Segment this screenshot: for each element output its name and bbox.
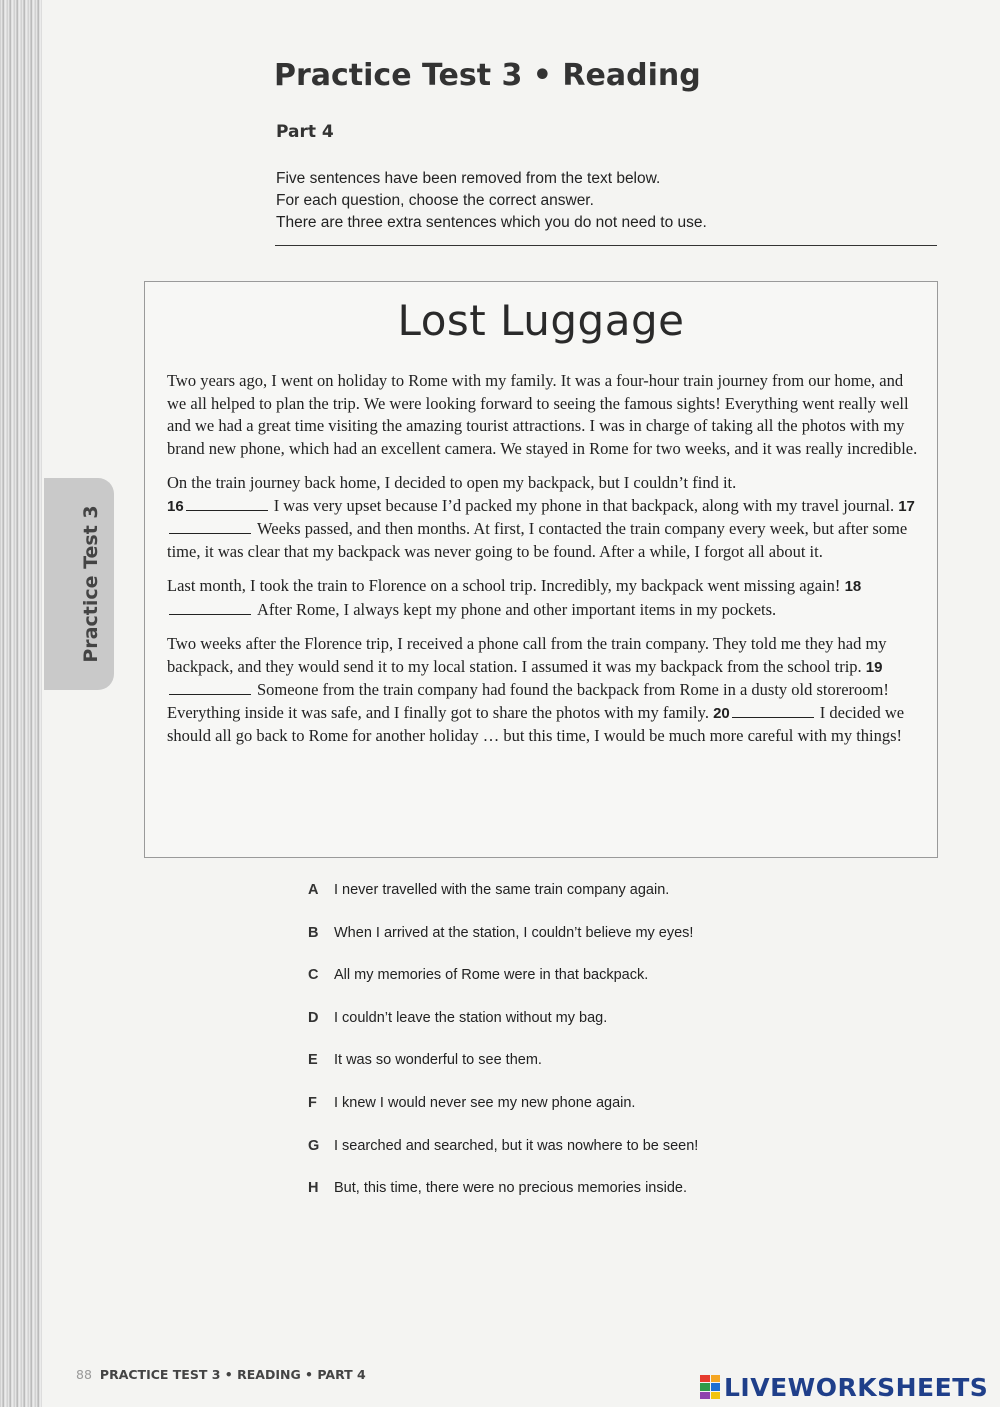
brand-name: LIVEWORKSHEETS <box>724 1372 989 1402</box>
article-title: Lost Luggage <box>397 296 685 345</box>
gap-blank-19[interactable] <box>169 681 251 695</box>
paragraph-1 <box>167 370 919 460</box>
gap-blank-16[interactable] <box>186 497 268 511</box>
logo-tile <box>700 1383 710 1390</box>
option-letter: E <box>308 1052 318 1069</box>
page-title: Practice Test 3 • Reading <box>274 58 701 93</box>
paragraph-text: On the train journey back home, I decided to open my backpack, but I couldn’t find it. <box>167 473 737 492</box>
option-b[interactable] <box>308 925 908 968</box>
option-letter: G <box>308 1137 320 1154</box>
paragraph-2 <box>167 472 919 563</box>
gap-number-16: 16 <box>167 497 184 515</box>
option-text: I searched and searched, but it was nowhere to be seen! <box>334 1137 699 1154</box>
liveworksheets-brand[interactable] <box>700 1370 988 1404</box>
gap-number-18: 18 <box>844 578 862 595</box>
page-number: 88 <box>76 1367 92 1382</box>
paragraph-text: Weeks passed, and then months. At first, I contacted the train company every week, but after some time, it was clear that my backpack was never going to be found. After a while, I forgot all about it. <box>167 519 908 561</box>
option-text: All my memories of Rome were in that backpack. <box>334 967 649 984</box>
paragraph-text: I decided we should all go back to Rome for another holiday … but this time, I would be much more careful with my things! <box>167 702 905 745</box>
option-text: I couldn’t leave the station without my bag. <box>334 1009 608 1026</box>
paragraph-text: After Rome, I always kept my phone and other important items in my pockets. <box>257 599 777 619</box>
paragraph-text: I was very upset because I’d packed my phone in that backpack, along with my travel journal. <box>273 495 895 515</box>
gap-number-19: 19 <box>865 658 883 676</box>
answer-options <box>308 882 908 1223</box>
logo-tile <box>700 1375 710 1382</box>
instruction-line: For each question, choose the correct answer. <box>276 192 594 209</box>
logo-tile <box>700 1392 710 1399</box>
option-letter: H <box>308 1180 319 1197</box>
option-letter: F <box>308 1094 317 1111</box>
option-h[interactable] <box>308 1180 908 1223</box>
logo-tile <box>711 1392 721 1399</box>
option-letter: A <box>308 882 319 898</box>
option-c[interactable] <box>308 967 908 1010</box>
option-letter: C <box>308 967 319 984</box>
instruction-line: Five sentences have been removed from the text below. <box>276 170 661 187</box>
paragraph-3 <box>167 575 919 621</box>
gap-blank-20[interactable] <box>732 704 814 718</box>
footer-label: PRACTICE TEST 3 • READING • PART 4 <box>99 1367 366 1382</box>
part-label: Part 4 <box>276 122 334 142</box>
logo-tile <box>711 1383 721 1390</box>
paragraph-text: Someone from the train company had found the backpack from Rome in a dusty old storeroom! Everything inside it was safe, and I finally got to share the photos with my family. <box>167 680 889 722</box>
side-tab-label: Practice Test 3 <box>80 505 102 663</box>
option-text: When I arrived at the station, I couldn’t believe my eyes! <box>334 924 694 941</box>
logo-tile <box>711 1375 721 1382</box>
paragraph-text: Last month, I took the train to Florence on a school trip. Incredibly, my backpack went missing again! <box>167 576 841 595</box>
option-text: It was so wonderful to see them. <box>334 1052 542 1069</box>
option-letter: B <box>308 924 319 941</box>
gap-blank-18[interactable] <box>169 601 251 615</box>
option-a[interactable] <box>308 882 908 925</box>
paragraph-text: Two weeks after the Florence trip, I received a phone call from the train company. They told me they had my backpack, and they would send it to my local station. I assumed it was my backpack from the school trip. <box>167 634 887 676</box>
gap-number-17: 17 <box>898 497 915 515</box>
gap-blank-17[interactable] <box>169 520 251 534</box>
scan-edge <box>0 0 42 1407</box>
divider <box>275 245 937 246</box>
option-f[interactable] <box>308 1095 908 1138</box>
liveworksheets-logo-icon <box>700 1375 720 1399</box>
paragraph-text: Two years ago, I went on holiday to Rome with my family. It was a four-hour train journey from our home, and we all helped to plan the trip. We were looking forward to seeing the famous sights! Everything went really well and we had a great time visiting the amazing tourist attractions. I was in charge of taking all the photos with my brand new phone, which had an excellent camera. We stayed in Rome for two weeks, and it was really incredible. <box>167 371 918 458</box>
side-tab <box>44 478 114 690</box>
paragraph-4 <box>167 633 919 748</box>
option-g[interactable] <box>308 1138 908 1181</box>
gap-number-20: 20 <box>713 704 730 722</box>
option-text: But, this time, there were no precious memories inside. <box>334 1180 687 1197</box>
article-body <box>167 370 919 760</box>
option-d[interactable] <box>308 1010 908 1053</box>
page-footer <box>76 1367 366 1382</box>
article-box <box>144 281 938 858</box>
instruction-line: There are three extra sentences which you do not need to use. <box>276 214 707 231</box>
option-text: I knew I would never see my new phone again. <box>334 1094 636 1111</box>
instructions <box>276 168 936 234</box>
option-letter: D <box>308 1009 319 1026</box>
option-text: I never travelled with the same train company again. <box>334 882 670 898</box>
option-e[interactable] <box>308 1052 908 1095</box>
